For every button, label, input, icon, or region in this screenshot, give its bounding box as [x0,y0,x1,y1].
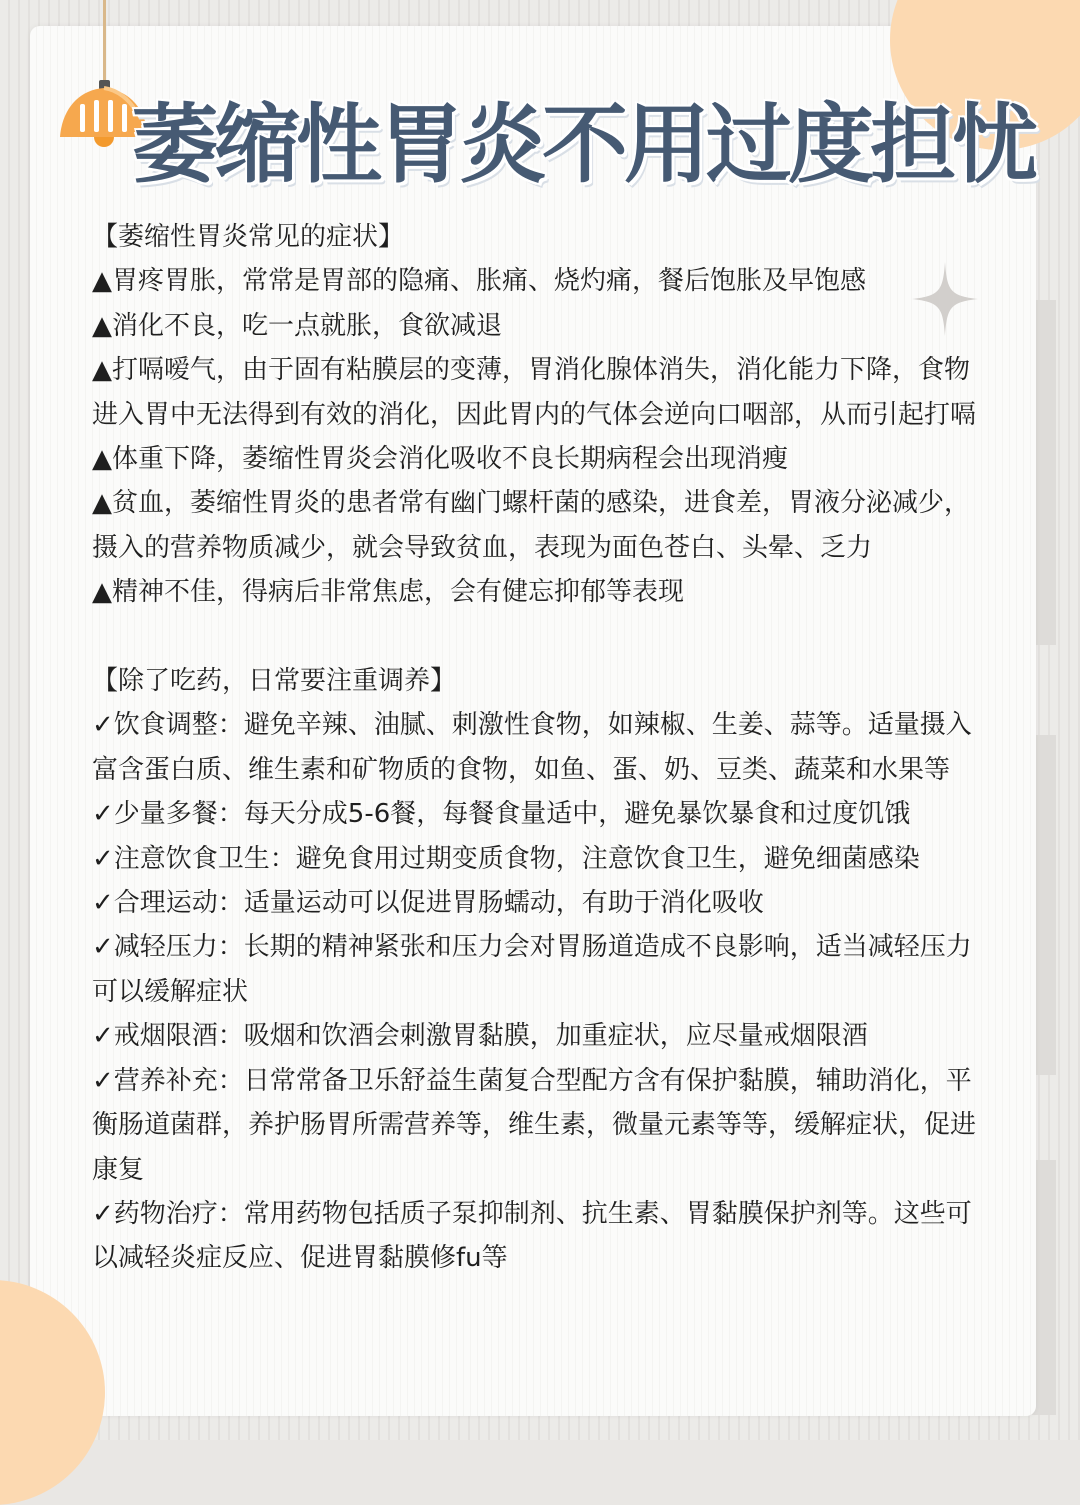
section-heading-symptoms: 【萎缩性胃炎常见的症状】 [92,222,405,252]
list-item: ▲精神不佳，得病后非常焦虑，会有健忘抑郁等表现 [92,577,684,608]
list-item: ✓合理运动：适量运动可以促进胃肠蠕动，有助于消化吸收 [92,888,764,919]
list-item: ✓营养补充：日常常备卫乐舒益生菌复合型配方含有保护黏膜，辅助消化，平衡肠道菌群，养护肠胃所需营养等，维生素，微量元素等等，缓解症状，促进康复 [92,1065,977,1185]
section-spacer [92,615,992,659]
list-item: ✓注意饮食卫生：避免食用过期变质食物，注意饮食卫生，避免细菌感染 [92,843,920,874]
page-title: 萎缩性胃炎不用过度担忧 [132,95,1034,195]
list-item: ✓药物治疗：常用药物包括质子泵抑制剂、抗生素、胃黏膜保护剂等。这些可以减轻炎症反应、促进胃黏膜修fu等 [92,1198,972,1274]
article-body [92,215,992,1281]
list-item: ✓戒烟限酒：吸烟和饮酒会刺激胃黏膜，加重症状，应尽量戒烟限酒 [92,1021,868,1052]
list-item: ▲消化不良，吃一点就胀，食欲减退 [92,310,502,341]
list-item: ✓减轻压力：长期的精神紧张和压力会对胃肠道造成不良影响，适当减轻压力可以缓解症状 [92,932,972,1007]
list-item: ▲贫血，萎缩性胃炎的患者常有幽门螺杆菌的感染，进食差，胃液分泌减少，摄入的营养物质减少，就会导致贫血，表现为面色苍白、头晕、乏力 [92,488,970,563]
list-item: ✓饮食调整：避免辛辣、油腻、刺激性食物，如辣椒、生姜、蒜等。适量摄入富含蛋白质、维生素和矿物质的食物，如鱼、蛋、奶、豆类、蔬菜和水果等 [92,710,972,785]
list-item: ▲胃疼胃胀，常常是胃部的隐痛、胀痛、烧灼痛，餐后饱胀及早饱感 [92,266,866,297]
list-item: ▲体重下降，萎缩性胃炎会消化吸收不良长期病程会出现消瘦 [92,444,788,475]
list-item: ✓少量多餐：每天分成5-6餐，每餐食量适中，避免暴饮暴食和过度饥饿 [92,799,911,830]
list-item: ▲打嗝嗳气，由于固有粘膜层的变薄，胃消化腺体消失，消化能力下降，食物进入胃中无法得到有效的消化，因此胃内的气体会逆向口咽部，从而引起打嗝 [92,355,977,430]
section-heading-care: 【除了吃药，日常要注重调养】 [92,666,457,697]
